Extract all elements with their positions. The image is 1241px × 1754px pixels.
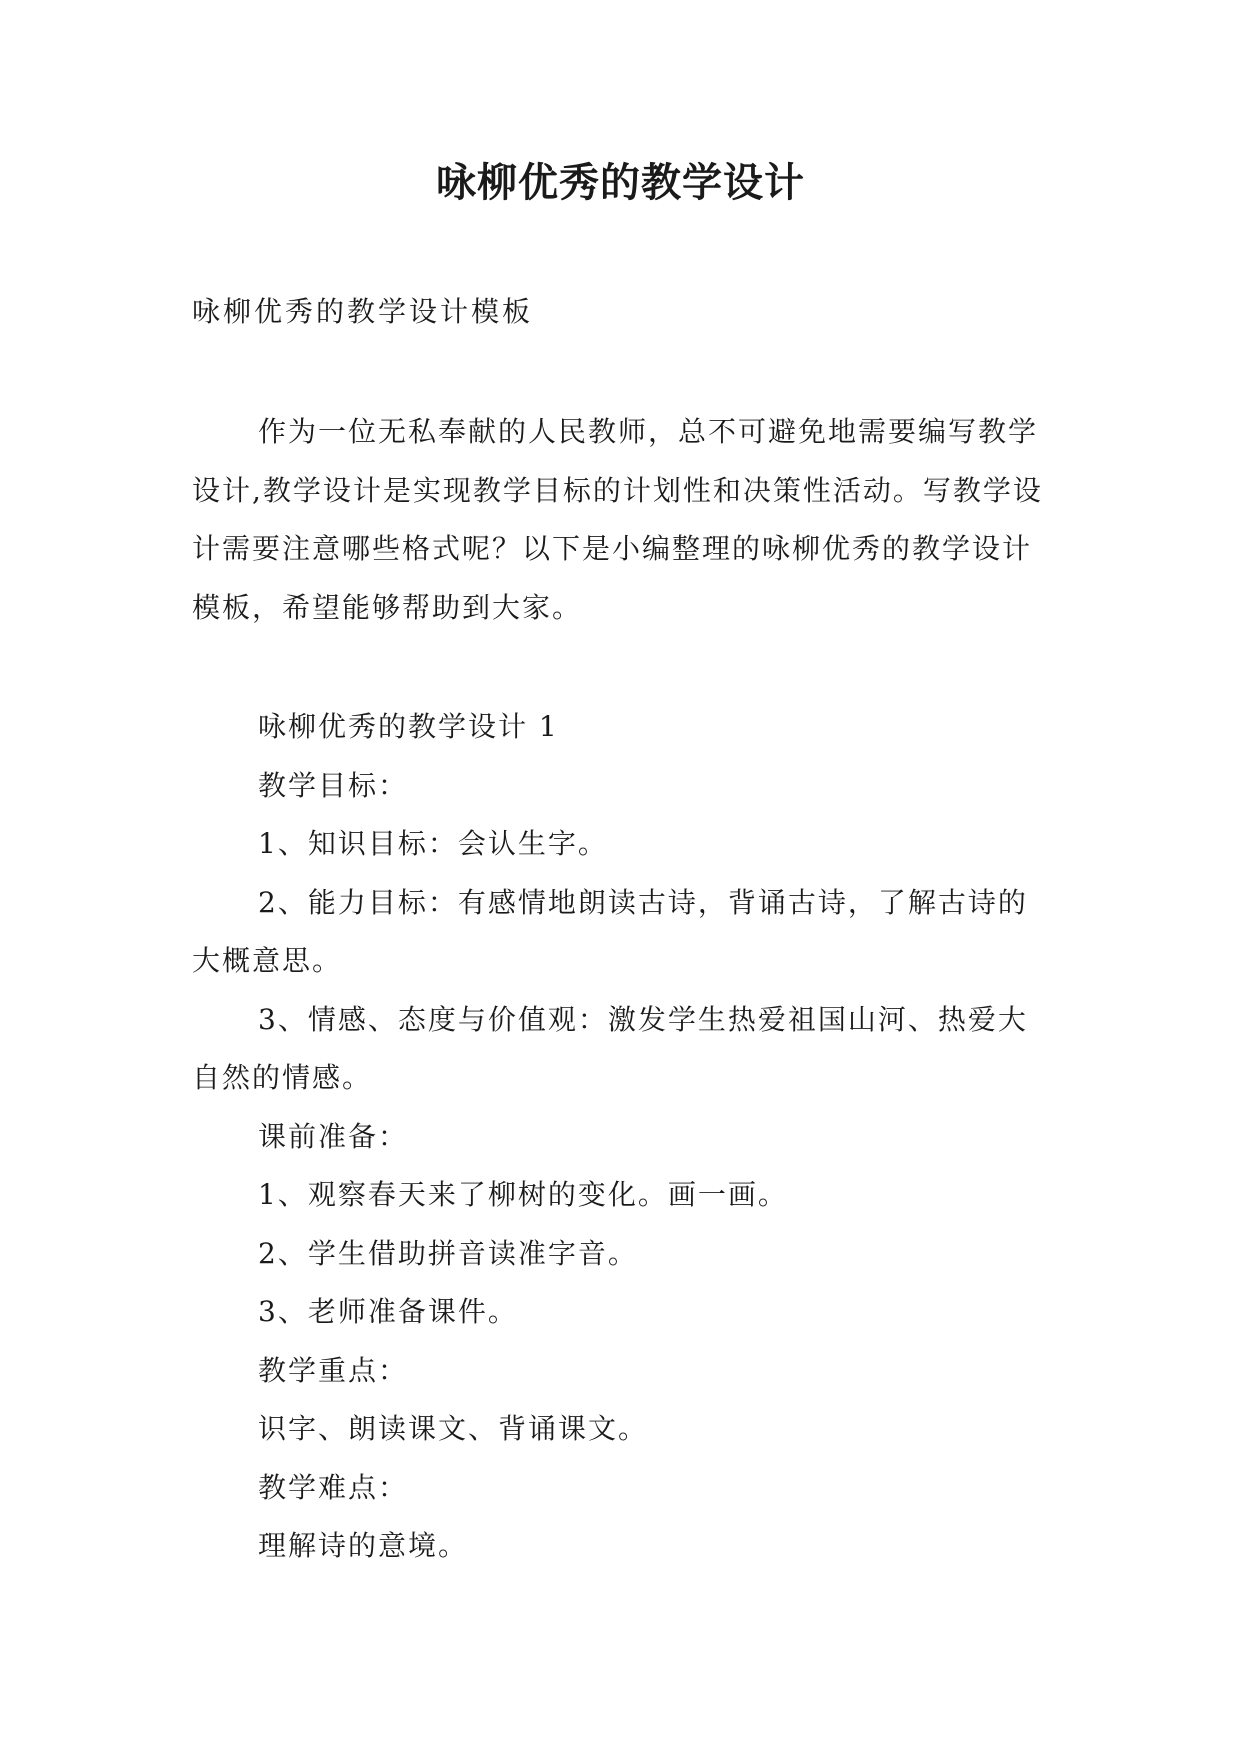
list-item: 理解诗的意境。 [258,1529,469,1562]
document-subtitle: 咏柳优秀的教学设计模板 [192,295,534,328]
list-item: 教学重点： [258,1353,409,1387]
list-item: 1、观察春天来了柳树的变化。画一画。 [258,1178,788,1211]
list-item: 3、老师准备课件。 [258,1295,518,1328]
list-item: 2、能力目标：有感情地朗读古诗，背诵古诗，了解古诗的大概意思。 [192,885,1028,977]
list-item: 识字、朗读课文、背诵课文。 [258,1412,649,1445]
lesson-plan-body [192,698,1052,1576]
intro-paragraph: 作为一位无私奉献的人民教师，总不可避免地需要编写教学设计,教学设计是实现教学目标的计划性和决策性活动。写教学设计需要注意哪些格式呢？以下是小编整理的咏柳优秀的教学设计模板，希望能够帮助到大家。 [192,415,1043,624]
list-item: 2、学生借助拼音读准字音。 [258,1236,638,1270]
list-item: 教学难点： [258,1470,409,1504]
section-heading: 咏柳优秀的教学设计 1 [258,710,559,743]
list-item: 教学目标： [258,768,409,802]
page-title: 咏柳优秀的教学设计 [436,160,805,206]
list-item: 课前准备： [258,1119,409,1153]
list-item: 3、情感、态度与价值观：激发学生热爱祖国山河、热爱大自然的情感。 [192,1002,1028,1094]
list-item: 1、知识目标：会认生字。 [258,827,608,860]
